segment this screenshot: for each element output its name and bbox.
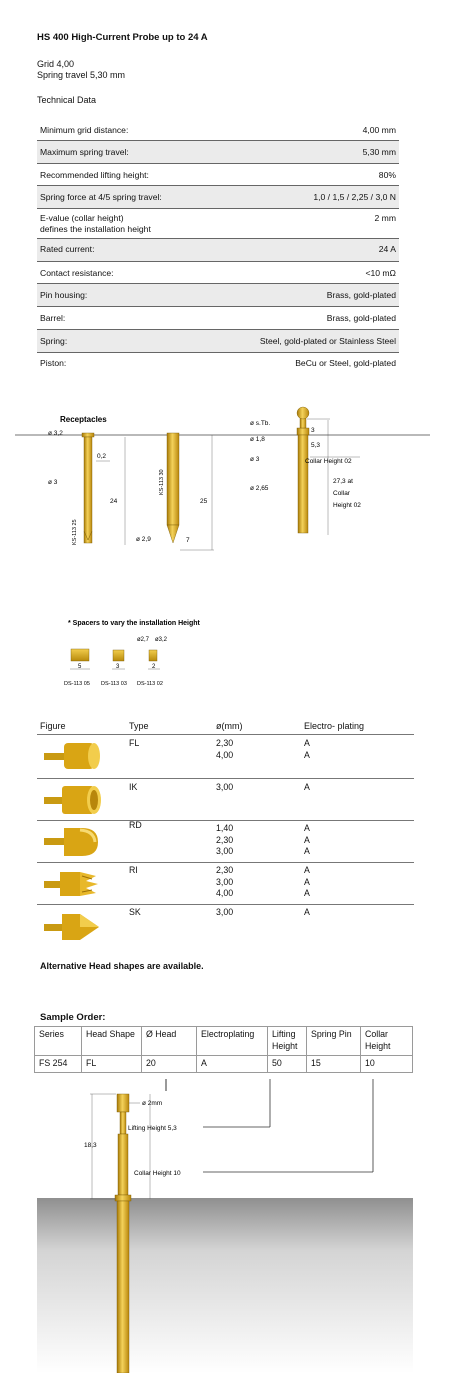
sample-value-cell: 15 xyxy=(307,1056,361,1073)
ik-diameter: 3,00 xyxy=(216,782,234,792)
ik-plating: A xyxy=(304,782,310,792)
v3-label: 3 xyxy=(311,427,315,434)
d265-label: ø 2,65 xyxy=(250,485,269,492)
sample-header-cell: Spring Pin xyxy=(307,1027,361,1056)
tech-value: 1,0 / 1,5 / 2,25 / 3,0 N xyxy=(313,192,396,202)
rd-diameter: 1,40 2,30 3,00 xyxy=(216,823,234,856)
sk-plating: A xyxy=(304,907,310,917)
receptacle-1-collar xyxy=(82,433,94,437)
col-plating-header: Electro- plating xyxy=(304,721,365,731)
tech-label: E-value (collar height) defines the installation height xyxy=(40,213,151,234)
d18-label: ø 1,8 xyxy=(250,436,265,443)
rd-type: RD xyxy=(129,820,142,830)
v2-label: 2 xyxy=(152,664,156,670)
v25-label: 25 xyxy=(200,498,208,505)
sample-value-cell: 50 xyxy=(268,1056,307,1073)
sample-value-cell: 20 xyxy=(142,1056,197,1073)
tech-value: Brass, gold-plated xyxy=(326,290,396,300)
tech-value: <10 mΩ xyxy=(365,268,396,278)
collar-10-label: Collar Height 10 xyxy=(134,1170,181,1177)
rd-plating: A A A xyxy=(304,823,310,856)
sample-receptacle xyxy=(117,1201,129,1373)
tech-value: BeCu or Steel, gold-plated xyxy=(295,358,396,368)
ri-type: RI xyxy=(129,865,138,875)
tech-row xyxy=(37,141,399,164)
d29-label: ø 2,9 xyxy=(136,536,151,543)
page-title: HS 400 High-Current Probe up to 24 A xyxy=(37,32,208,43)
col-figure-header: Figure xyxy=(40,721,66,731)
sample-probe-drawing xyxy=(0,1075,450,1373)
d32-label: ø 3,2 xyxy=(48,430,63,437)
sample-probe-barrel xyxy=(118,1134,128,1195)
tech-label: Barrel: xyxy=(40,313,66,323)
sk-head-icon xyxy=(42,908,102,944)
tech-row xyxy=(37,353,399,375)
tech-row xyxy=(37,307,399,330)
sample-value-cell: FS 254 xyxy=(35,1056,82,1073)
tech-row xyxy=(37,119,399,141)
d27-label: ø2,7 xyxy=(137,637,150,643)
rd-head-icon xyxy=(42,825,102,859)
sample-order-title: Sample Order: xyxy=(40,1012,106,1023)
sample-header-row xyxy=(35,1027,413,1056)
tech-label: Recommended lifting height: xyxy=(40,170,149,180)
sample-probe-collar xyxy=(115,1195,131,1201)
tech-label: Spring force at 4/5 spring travel: xyxy=(40,192,162,202)
ks-b-label: KS-113 30 xyxy=(159,469,165,495)
figure-row-sk xyxy=(37,904,414,945)
tech-data-label: Technical Data xyxy=(37,95,97,105)
fl-diameter: 2,30 4,00 xyxy=(216,738,234,760)
sample-probe-piston xyxy=(120,1112,126,1134)
tech-data-table xyxy=(37,119,399,375)
part-3-label: DS-113 02 xyxy=(137,681,163,687)
collar-label: Collar Height 02 xyxy=(305,458,352,465)
receptacle-2 xyxy=(167,433,179,525)
tech-row xyxy=(37,209,399,239)
ri-head-icon xyxy=(42,866,102,902)
spacer-1 xyxy=(71,649,89,661)
spacers-title: * Spacers to vary the installation Height xyxy=(68,620,200,627)
v5-label: 5 xyxy=(78,664,82,670)
sample-header-cell: Series xyxy=(35,1027,82,1056)
ik-type: IK xyxy=(129,782,138,792)
grid-info xyxy=(37,59,125,81)
figure-row-ik xyxy=(37,778,414,821)
ground-block xyxy=(37,1198,413,1373)
sample-value-row xyxy=(35,1056,413,1073)
part-2-label: DS-113 03 xyxy=(101,681,127,687)
sample-header-cell: Ø Head xyxy=(142,1027,197,1056)
figure-row-fl xyxy=(37,734,414,779)
spacer-2 xyxy=(113,650,124,661)
grid-text: Grid 4,00 xyxy=(37,59,75,69)
tech-value: 5,30 mm xyxy=(362,147,396,157)
v3-label: 3 xyxy=(116,664,120,670)
probe-head xyxy=(297,407,309,419)
sample-value-cell: 10 xyxy=(361,1056,413,1073)
h-collar-label: Collar xyxy=(333,490,350,497)
tech-value: 24 A xyxy=(378,244,396,254)
fl-plating: A A xyxy=(304,738,310,760)
tech-label: Spring: xyxy=(40,336,68,346)
probe-barrel xyxy=(298,435,308,533)
tech-value: 80% xyxy=(378,170,396,180)
dstb-label: ø s.Tb. xyxy=(250,420,271,427)
h183-label: 18,3 xyxy=(84,1142,97,1149)
sample-header-cell: Electroplating xyxy=(197,1027,268,1056)
sample-header-cell: Head Shape xyxy=(82,1027,142,1056)
spacer-3 xyxy=(149,650,157,661)
tech-row xyxy=(37,284,399,307)
sample-header-cell: Lifting Height xyxy=(268,1027,307,1056)
h-height-label: Height 02 xyxy=(333,502,361,509)
alt-heads-note: Alternative Head shapes are available. xyxy=(40,961,204,971)
sk-diameter: 3,00 xyxy=(216,907,234,917)
probe-drawing xyxy=(0,395,450,570)
v7-label: 7 xyxy=(186,537,190,544)
ik-head-icon xyxy=(42,782,102,818)
tech-label: Maximum spring travel: xyxy=(40,147,129,157)
tech-label: Piston: xyxy=(40,358,67,368)
d3b-label: ø 3 xyxy=(250,456,260,463)
fl-head-icon xyxy=(42,739,102,773)
tech-row xyxy=(37,186,399,209)
ri-diameter: 2,30 3,00 4,00 xyxy=(216,865,234,898)
col-diameter-header: ø(mm) xyxy=(216,721,243,731)
fl-type: FL xyxy=(129,738,140,748)
ks-a-label: KS-113 25 xyxy=(72,519,78,545)
d32-label: ø3,2 xyxy=(155,637,168,643)
lift-label: Lifting Height 5,3 xyxy=(128,1125,177,1132)
tech-row xyxy=(37,262,399,284)
col-type-header: Type xyxy=(129,721,149,731)
figure-row-rd xyxy=(37,820,414,863)
tech-value: Steel, gold-plated or Stainless Steel xyxy=(259,336,396,346)
tech-label: Pin housing: xyxy=(40,290,88,300)
tech-row xyxy=(37,164,399,186)
d2mm-label: ø 2mm xyxy=(142,1100,163,1107)
v53-label: 5,3 xyxy=(311,442,321,449)
receptacles-label: Receptacles xyxy=(60,415,107,424)
v24-label: 24 xyxy=(110,498,118,505)
sample-header-cell: Collar Height xyxy=(361,1027,413,1056)
part-1-label: DS-113 05 xyxy=(64,681,90,687)
probe-collar xyxy=(297,428,309,435)
sample-value-cell: FL xyxy=(82,1056,142,1073)
sample-probe-head xyxy=(117,1094,129,1112)
tech-value: 2 mm xyxy=(374,213,396,223)
tech-row xyxy=(37,239,399,262)
tech-label: Contact resistance: xyxy=(40,268,114,278)
tech-label: Rated current: xyxy=(40,244,95,254)
h273-label: 27,3 at xyxy=(333,478,353,485)
receptacle-1 xyxy=(84,437,92,543)
sample-value-cell: A xyxy=(197,1056,268,1073)
sample-order-table xyxy=(34,1026,413,1073)
ri-plating: A A A xyxy=(304,865,310,898)
sk-type: SK xyxy=(129,907,141,917)
figure-row-ri xyxy=(37,862,414,905)
tech-label: Minimum grid distance: xyxy=(40,125,129,135)
tech-row xyxy=(37,330,399,353)
d3a-label: ø 3 xyxy=(48,479,58,486)
tech-value: Brass, gold-plated xyxy=(326,313,396,323)
v02-label: 0,2 xyxy=(97,453,107,460)
spacers-drawing xyxy=(0,612,450,692)
spring-travel-text: Spring travel 5,30 mm xyxy=(37,70,126,80)
tech-value: 4,00 mm xyxy=(362,125,396,135)
